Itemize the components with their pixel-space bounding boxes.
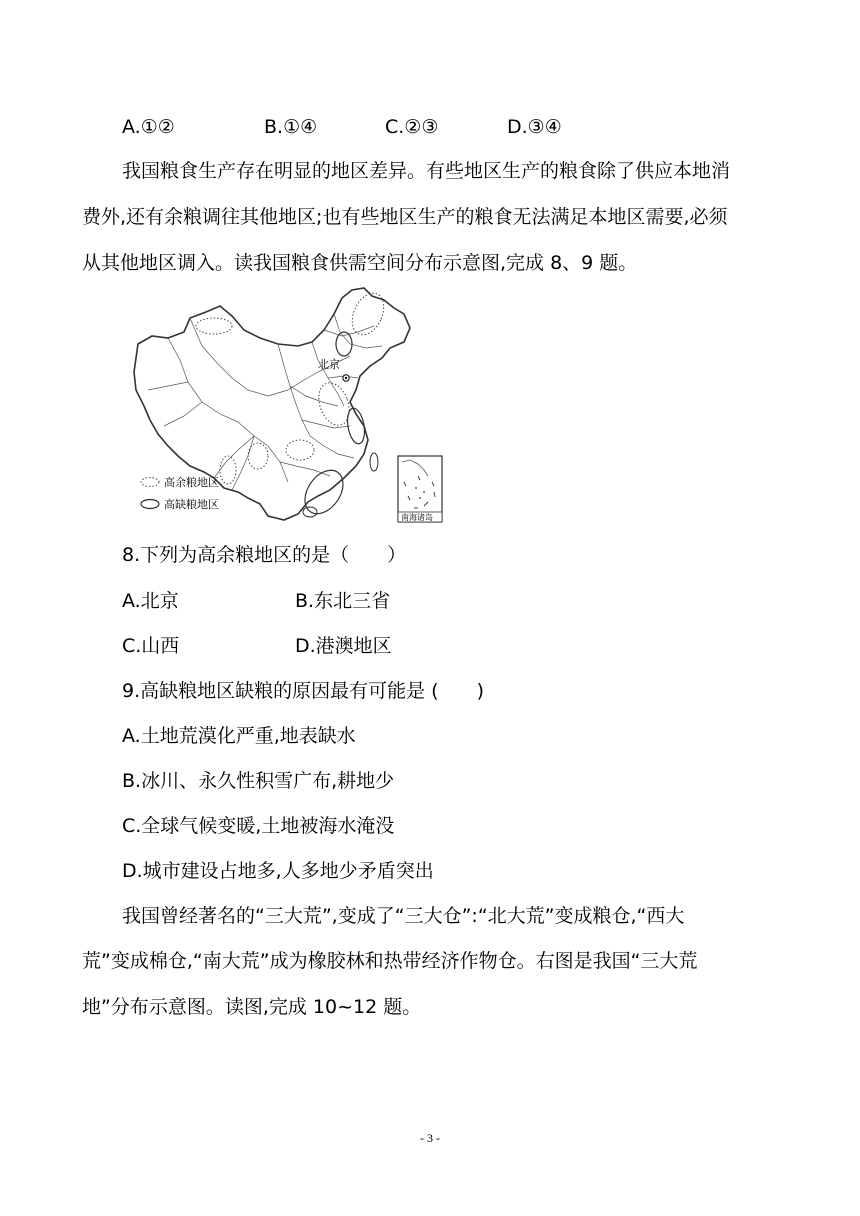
q9-option-c: C.全球气候变暖,土地被海水淹没	[122, 815, 395, 837]
q7-option-d: D.③④	[507, 116, 562, 138]
q8-option-d: D.港澳地区	[295, 635, 392, 657]
q8-option-c: C.山西	[122, 635, 180, 657]
q7-option-b: B.①④	[264, 116, 318, 138]
q9-option-a: A.土地荒漠化严重,地表缺水	[122, 725, 356, 747]
beijing-label: 北京	[318, 358, 340, 371]
q8-option-a: A.北京	[122, 590, 179, 612]
intro-8-9-line-1: 我国粮食生产存在明显的地区差异。有些地区生产的粮食除了供应本地消	[122, 160, 731, 182]
intro-8-9-line-2: 费外,还有余粮调往其他地区;也有些地区生产的粮食无法满足本地区需要,必须	[82, 206, 728, 228]
page-number: - 3 -	[420, 1131, 440, 1145]
intro-10-12-line-1: 我国曾经著名的“三大荒”,变成了“三大仓”:“北大荒”变成粮仓,“西大	[122, 905, 685, 927]
q7-option-a: A.①②	[122, 116, 175, 138]
q8-option-b: B.东北三省	[295, 590, 391, 612]
q9-stem: 9.高缺粮地区缺粮的原因最有可能是 ( )	[122, 680, 484, 702]
q9-option-b: B.冰川、永久性积雪广布,耕地少	[122, 770, 395, 792]
intro-10-12-line-2: 荒”变成棉仓,“南大荒”成为橡胶林和热带经济作物仓。右图是我国“三大荒	[82, 950, 698, 972]
legend-surplus-label: 高余粮地区	[164, 476, 219, 489]
legend-deficit-label: 高缺粮地区	[164, 498, 219, 511]
intro-8-9-line-3: 从其他地区调入。读我国粮食供需空间分布示意图,完成 8、9 题。	[82, 252, 638, 274]
legend-surplus-symbol	[141, 478, 159, 487]
taiwan-island	[370, 453, 378, 471]
q8-stem: 8.下列为高余粮地区的是（ ）	[122, 544, 407, 566]
legend-deficit-symbol	[141, 500, 159, 509]
grain-supply-demand-map	[128, 286, 448, 526]
intro-10-12-line-3: 地”分布示意图。读图,完成 10~12 题。	[82, 996, 422, 1018]
south-china-sea-inset	[398, 456, 442, 522]
inset-label: 南海诸岛	[401, 513, 433, 522]
q7-option-c: C.②③	[385, 116, 439, 138]
q9-option-d: D.城市建设占地多,人多地少矛盾突出	[122, 860, 434, 882]
